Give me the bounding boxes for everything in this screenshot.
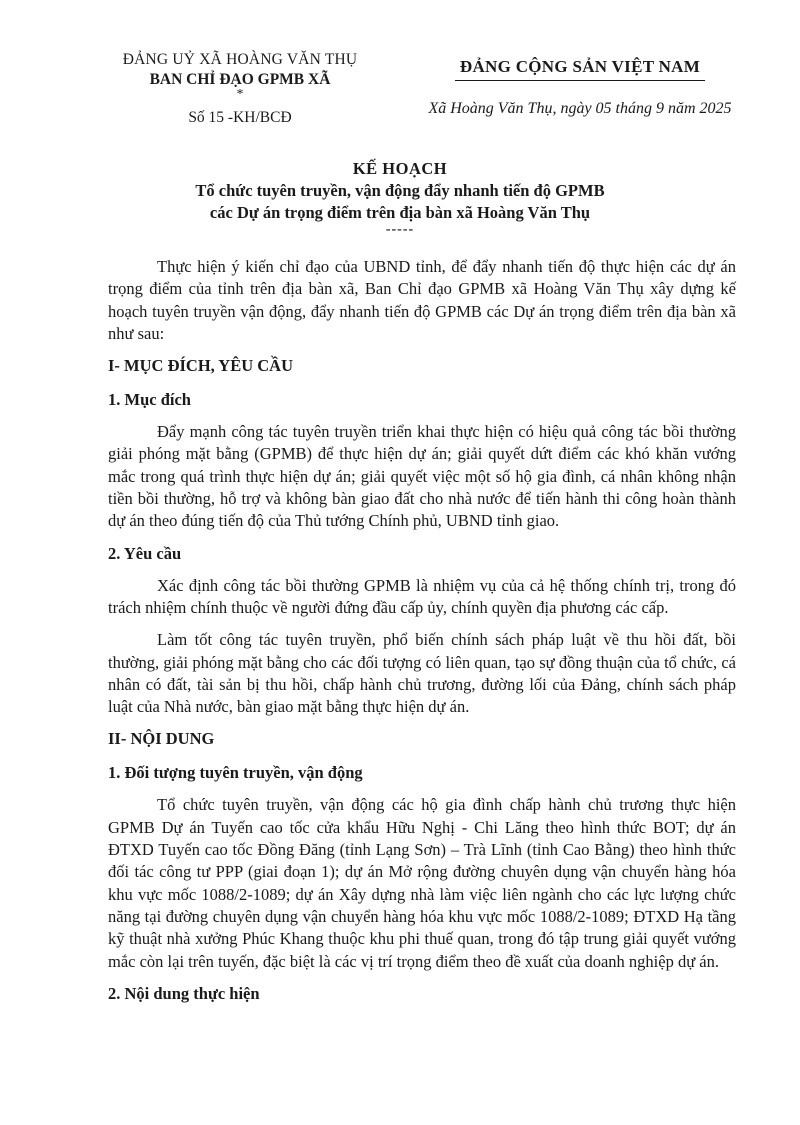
document-subject-line-2: các Dự án trọng điểm trên địa bàn xã Hoàng Văn Thụ xyxy=(209,203,591,222)
intro-paragraph: Thực hiện ý kiến chỉ đạo của UBND tỉnh, để đẩy nhanh tiến độ thực hiện các dự án trọng điểm của tỉnh trên địa bàn xã, Ban Chỉ đạo GPMB xã Hoàng Văn Thụ xây dựng kế hoạch tuyên truyền vận động, đẩy nhanh tiến độ GPMB các Dự án trọng điểm trên địa bàn xã như sau: xyxy=(108,257,736,343)
subheading-target-audience: 1. Đối tượng tuyên truyền, vận động xyxy=(108,763,363,783)
document-subject-line-1: Tổ chức tuyên truyền, vận động đẩy nhanh tiến độ GPMB xyxy=(195,181,605,200)
subheading-purpose: 1. Mục đích xyxy=(108,390,191,410)
place-and-date: Xã Hoàng Văn Thụ, ngày 05 tháng 9 năm 2025 xyxy=(428,100,732,117)
requirements-paragraph-1: Xác định công tác bồi thường GPMB là nhiệm vụ của cả hệ thống chính trị, trong đó trách nhiệm chính thuộc về người đứng đầu cấp ủy, chính quyền địa phương các cấp. xyxy=(108,575,736,617)
national-header-block xyxy=(390,56,770,120)
star-mark: * xyxy=(236,87,244,102)
party-name: ĐẢNG CỘNG SẢN VIỆT NAM xyxy=(459,57,701,76)
issuer-block xyxy=(95,50,385,128)
party-underline xyxy=(455,80,705,81)
document-title-block xyxy=(60,158,740,236)
target-audience-paragraph: Tổ chức tuyên truyền, vận động các hộ gia đình chấp hành chủ trương thực hiện GPMB Dự án Tuyến cao tốc cửa khẩu Hữu Nghị - Chi Lăng theo hình thức BOT; dự án ĐTXD Tuyến cao tốc Đồng Đăng (tỉnh Lạng Sơn) – Trà Lĩnh (tỉnh Cao Bằng) theo hình thức đối tác công tư PPP (giai đoạn 1); dự án Mở rộng đường chuyên dụng vận chuyển hàng hóa khu vực mốc 1088/2-1089; dự án Xây dựng nhà làm việc liên ngành cho các lực lượng chức năng tại đường chuyên dụng vận chuyển hàng hóa khu vực mốc 1088/2-1089; ĐTXD Hạ tầng kỹ thuật nhà xưởng Phúc Khang thuộc khu phi thuế quan, trong đó tập trung giải quyết vướng mắc còn lại trên tuyến, đặc biệt là các vị trí trọng điểm theo đề xuất của doanh nghiệp dự án. xyxy=(108,795,736,971)
purpose-paragraph: Đẩy mạnh công tác tuyên truyền triển khai thực hiện có hiệu quả công tác bồi thường giải phóng mặt bằng (GPMB) để thực hiện dự án; giải quyết dứt điểm các khó khăn vướng mắc trong quá trình thực hiện dự án; giải quyết việc một số hộ gia đình, cá nhân không nhận tiền bồi thường, hỗ trợ và không bàn giao đất cho nhà nước để tiến hành thi công hoàn thành dự án theo đúng tiến độ của Thủ tướng Chính phủ, UBND tỉnh giao. xyxy=(108,422,736,531)
title-separator: ----- xyxy=(385,222,415,237)
section-heading-content: II- NỘI DUNG xyxy=(108,729,215,749)
document-body xyxy=(108,256,736,1015)
steering-board-name: BAN CHỈ ĐẠO GPMB XÃ xyxy=(149,71,331,88)
section-heading-purpose-requirements: I- MỤC ĐÍCH, YÊU CẦU xyxy=(108,356,294,376)
subheading-implementation-content: 2. Nội dung thực hiện xyxy=(108,983,260,1003)
requirements-paragraph-2: Làm tốt công tác tuyên truyền, phổ biến chính sách pháp luật về thu hồi đất, bồi thường, giải phóng mặt bằng cho các đối tượng có liên quan, tạo sự đồng thuận của tổ chức, cá nhân có đất, tài sản bị thu hồi, chấp hành chủ trương, đường lối của Đảng, chính sách pháp luật của Nhà nước, bàn giao mặt bằng thực hiện dự án. xyxy=(108,630,736,717)
subheading-requirements: 2. Yêu cầu xyxy=(108,543,182,563)
party-committee-name: ĐẢNG UỶ XÃ HOÀNG VĂN THỤ xyxy=(122,51,358,68)
document-type-title: KẾ HOẠCH xyxy=(352,159,448,178)
document-number: Số 15 -KH/BCĐ xyxy=(188,109,292,126)
